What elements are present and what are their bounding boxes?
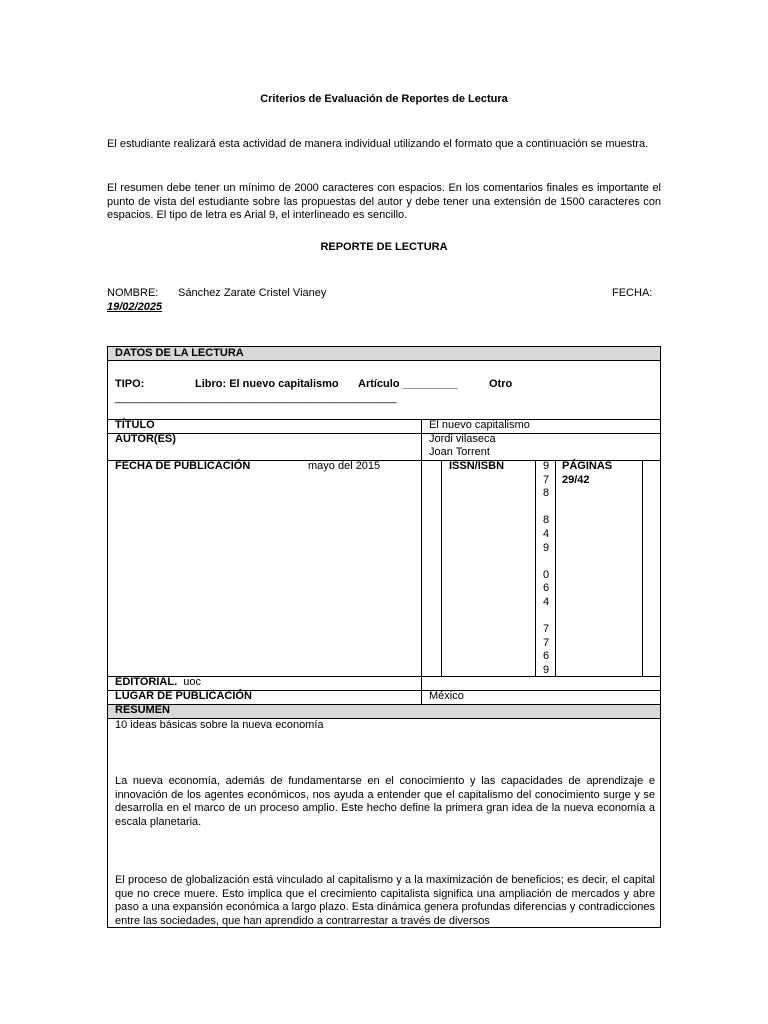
isbn-digit: 0: [542, 568, 550, 581]
fecha-publicacion-value: mayo del 2015: [308, 460, 381, 472]
isbn-digit: 7: [542, 473, 550, 486]
isbn-digit: 7: [542, 623, 550, 636]
resumen-paragraph-2: El proceso de globalización está vinculado al capitalismo y a la maximización de beneficios; es decir, el capital que no crece muere. Esto implica que el crecimiento capitalista significa una ampliación de mercados y abre paso a una expansión económica a largo plazo. Esta dinámica genera profundas diferencias y contradicciones entre las sociedades, que han aprendido a contrarrestar a través de diversos: [115, 874, 655, 927]
name-value: Sánchez Zarate Cristel Vianey: [178, 287, 327, 299]
resumen-paragraph-1: La nueva economía, además de fundamentarse en el conocimiento y las capacidades de aprendizaje e innovación de los agentes económicos, nos ayuda a entender que el capitalismo del conocimiento surge y se desarrolla en el marco de un proceso amplio. Este hecho define la primera gran idea de la nueva economía a escala planetaria.: [115, 775, 655, 828]
reading-data-table: [107, 346, 661, 928]
autores-label: AUTOR(ES): [115, 433, 176, 445]
resumen-header-bg: [108, 705, 660, 718]
titulo-label: TÍTULO: [115, 419, 155, 431]
lugar-label: LUGAR DE PUBLICACIÓN: [115, 690, 252, 702]
isbn-digit: 8: [542, 514, 550, 527]
isbn-digit: 4: [542, 528, 550, 540]
autor-2: Joan Torrent: [429, 446, 490, 458]
paginas-value: 29/42: [562, 474, 590, 486]
isbn-digit: 7: [542, 636, 550, 649]
tipo-libro: Libro: El nuevo capitalismo: [195, 378, 339, 390]
isbn-digit: 9: [542, 541, 550, 554]
resumen-heading: 10 ideas básicas sobre la nueva economía: [115, 719, 324, 731]
tipo-otro: Otro: [489, 378, 513, 390]
report-title: REPORTE DE LECTURA: [320, 241, 448, 253]
fecha-publicacion-label: FECHA DE PUBLICACIÓN: [115, 460, 251, 472]
tipo-line: ______________________________________________: [115, 392, 397, 404]
editorial-row: [115, 676, 201, 690]
intro-paragraph-2: El resumen debe tener un mínimo de 2000 caracteres con espacios. En los comentarios finales es importante el punto de vista del estudiante sobre las propuestas del autor y debe tener una extensión de 1500 caracteres con espacios. El tipo de letra es Arial 9, el interlineado es sencillo.: [107, 182, 661, 221]
date-label: FECHA:: [612, 287, 653, 299]
isbn-digit: 9: [542, 664, 550, 676]
isbn-digit: 6: [542, 650, 550, 663]
lugar-value: México: [429, 690, 464, 702]
isbn-digit: 9: [542, 460, 550, 472]
editorial-value: uoc: [183, 676, 202, 688]
date-value: 19/02/2025: [107, 301, 163, 313]
editorial-label: EDITORIAL.: [115, 676, 178, 688]
autor-1: Jordi vilaseca: [429, 433, 496, 445]
isbn-digit: 8: [542, 487, 550, 500]
isbn-digit: 6: [542, 582, 550, 595]
tipo-articulo: Artículo _________: [358, 378, 458, 390]
paginas-label: PÁGINAS: [562, 460, 613, 472]
titulo-value: El nuevo capitalismo: [429, 419, 530, 431]
datos-header: DATOS DE LA LECTURA: [115, 347, 244, 359]
intro-paragraph-1: El estudiante realizará esta actividad de manera individual utilizando el formato que a continuación se muestra.: [107, 138, 649, 150]
isbn-digit: 4: [542, 596, 550, 608]
name-label: NOMBRE:: [107, 287, 159, 299]
tipo-label: TIPO:: [115, 378, 145, 390]
document-title: Criterios de Evaluación de Reportes de Lectura: [260, 93, 508, 105]
resumen-label: RESUMEN: [115, 704, 171, 716]
issn-label: ISSN/ISBN: [449, 460, 505, 472]
